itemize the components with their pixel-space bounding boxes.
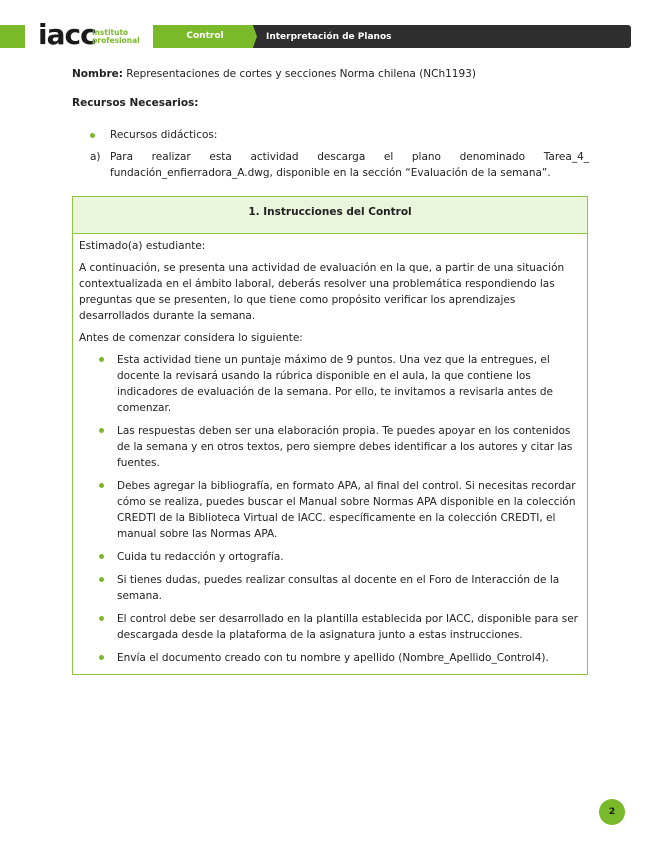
intro-paragraph: A continuación, se presenta una actividad de evaluación en la que, a partir de una situación contextualizada en el ámbito laboral, deberás resolver una problemática respondiendo las preguntas que se presenten, lo que tiene como propósito verificar los aprendizajes desarrollados durante la semana. bbox=[79, 262, 565, 322]
recursos-item-line1: Para realizar esta actividad descarga el plano denominado Tarea_4_ bbox=[110, 151, 589, 163]
course-title: Interpretación de Planos bbox=[266, 32, 392, 42]
instructions-box bbox=[72, 196, 588, 675]
recursos-title: Recursos Necesarios: bbox=[72, 97, 199, 109]
bullet-dot bbox=[90, 133, 95, 138]
recursos-item-line2: fundación_enfierradora_A.dwg, disponible en la sección “Evaluación de la semana”. bbox=[110, 167, 551, 179]
recursos-item-marker: a) bbox=[90, 151, 101, 163]
instructions-title: 1. Instrucciones del Control bbox=[248, 206, 412, 218]
list-item: Esta actividad tiene un puntaje máximo de 9 puntos. Una vez que la entregues, el docente la revisará usando la rúbrica disponible en el aula, la que contiene los indicadores de evaluación de la semana. Por ello, te invitamos a revisarla antes de comenzar. bbox=[79, 352, 582, 416]
bullet-dot bbox=[99, 483, 104, 488]
recursos-bullet: Recursos didácticos: bbox=[110, 129, 218, 141]
before-text: Antes de comenzar considera lo siguiente: bbox=[79, 332, 303, 344]
list-item: Las respuestas deben ser una elaboración propia. Te puedes apoyar en los contenidos de la semana y en otros textos, pero siempre debes identificar a los autores y citar las fuentes. bbox=[79, 423, 582, 471]
instructions-body bbox=[79, 238, 582, 673]
nombre-line bbox=[72, 66, 592, 82]
bullet-dot bbox=[99, 655, 104, 660]
bullet-dot bbox=[99, 554, 104, 559]
bullet-dot bbox=[99, 357, 104, 362]
bullet-dot bbox=[99, 428, 104, 433]
nombre-value: Representaciones de cortes y secciones Norma chilena (NCh1193) bbox=[122, 68, 476, 80]
logo-subtitle: instituto profesional bbox=[92, 28, 140, 45]
list-item: Envía el documento creado con tu nombre y apellido (Nombre_Apellido_Control4). bbox=[79, 650, 582, 666]
greeting: Estimado(a) estudiante: bbox=[79, 240, 206, 252]
list-item: Si tienes dudas, puedes realizar consultas al docente en el Foro de Interacción de la semana. bbox=[79, 572, 582, 604]
bullet-dot bbox=[99, 616, 104, 621]
header-tab-label: Control bbox=[186, 31, 224, 41]
page-number: 2 bbox=[599, 799, 625, 825]
list-item: Cuida tu redacción y ortografía. bbox=[79, 549, 582, 565]
logo-wordmark: iacc bbox=[38, 18, 96, 51]
nombre-label: Nombre: bbox=[72, 68, 123, 80]
header-accent-square bbox=[0, 25, 25, 48]
bullet-dot bbox=[99, 577, 104, 582]
list-item: Debes agregar la bibliografía, en formato APA, al final del control. Si necesitas recordar cómo se realiza, puedes buscar el Manual sobre Normas APA disponible en la colección CREDTI de la Biblioteca Virtual de IACC. específicamente en la colección CREDTI, el manual sobre las Normas APA. bbox=[79, 478, 582, 542]
list-item: El control debe ser desarrollado en la plantilla establecida por IACC, disponible para ser descargada desde la plataforma de la asignatura junto a estas instrucciones. bbox=[79, 611, 582, 643]
instructions-header bbox=[73, 197, 587, 234]
